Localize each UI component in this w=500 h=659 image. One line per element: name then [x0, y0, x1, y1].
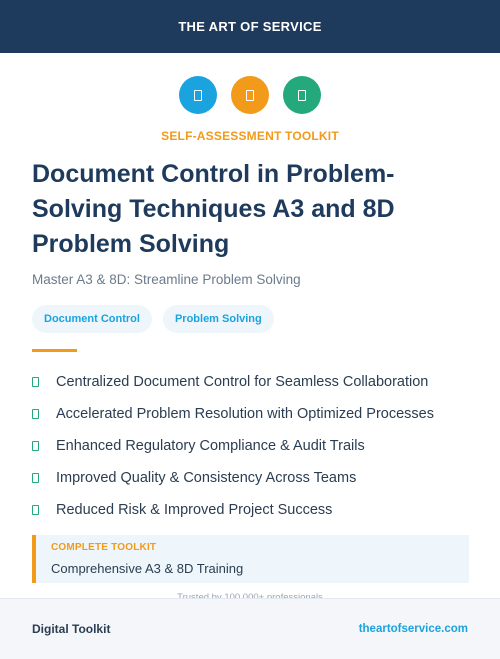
feature-text: Accelerated Problem Resolution with Optimized Processes: [56, 406, 434, 422]
check-icon: [32, 441, 39, 451]
brand-name: THE ART OF SERVICE: [178, 19, 322, 34]
check-icon: [32, 505, 39, 515]
tag-problem-solving[interactable]: Problem Solving: [163, 305, 274, 333]
document-icon: [231, 76, 269, 114]
feature-text: Enhanced Regulatory Compliance & Audit Trails: [56, 438, 365, 454]
list-item: [32, 494, 482, 526]
tag-list: [32, 305, 274, 333]
check-icon: [32, 377, 39, 387]
toolkit-callout: [32, 535, 469, 583]
accent-divider: [32, 349, 77, 352]
subtitle: Master A3 & 8D: Streamline Problem Solving: [32, 272, 301, 287]
eyebrow-label: SELF-ASSESSMENT TOOLKIT: [161, 129, 339, 143]
feature-text: Centralized Document Control for Seamless Collaboration: [56, 374, 429, 390]
list-item: [32, 366, 482, 398]
check-icon: [32, 409, 39, 419]
callout-label: COMPLETE TOOLKIT: [51, 542, 157, 553]
footer-label: Digital Toolkit: [32, 622, 111, 636]
header-bar: [0, 0, 500, 53]
document-icon: [179, 76, 217, 114]
list-item: [32, 462, 482, 494]
website-link[interactable]: theartofservice.com: [358, 623, 468, 635]
page-title: Document Control in Problem-Solving Techniques A3 and 8D Problem Solving: [32, 160, 395, 258]
footer: [0, 598, 500, 659]
feature-list: [32, 366, 482, 526]
list-item: [32, 430, 482, 462]
document-icon: [283, 76, 321, 114]
feature-text: Reduced Risk & Improved Project Success: [56, 502, 333, 518]
callout-value: Comprehensive A3 & 8D Training: [51, 561, 244, 576]
tag-document-control[interactable]: Document Control: [32, 305, 152, 333]
feature-text: Improved Quality & Consistency Across Teams: [56, 470, 357, 486]
icon-row: [0, 76, 500, 114]
check-icon: [32, 473, 39, 483]
list-item: [32, 398, 482, 430]
